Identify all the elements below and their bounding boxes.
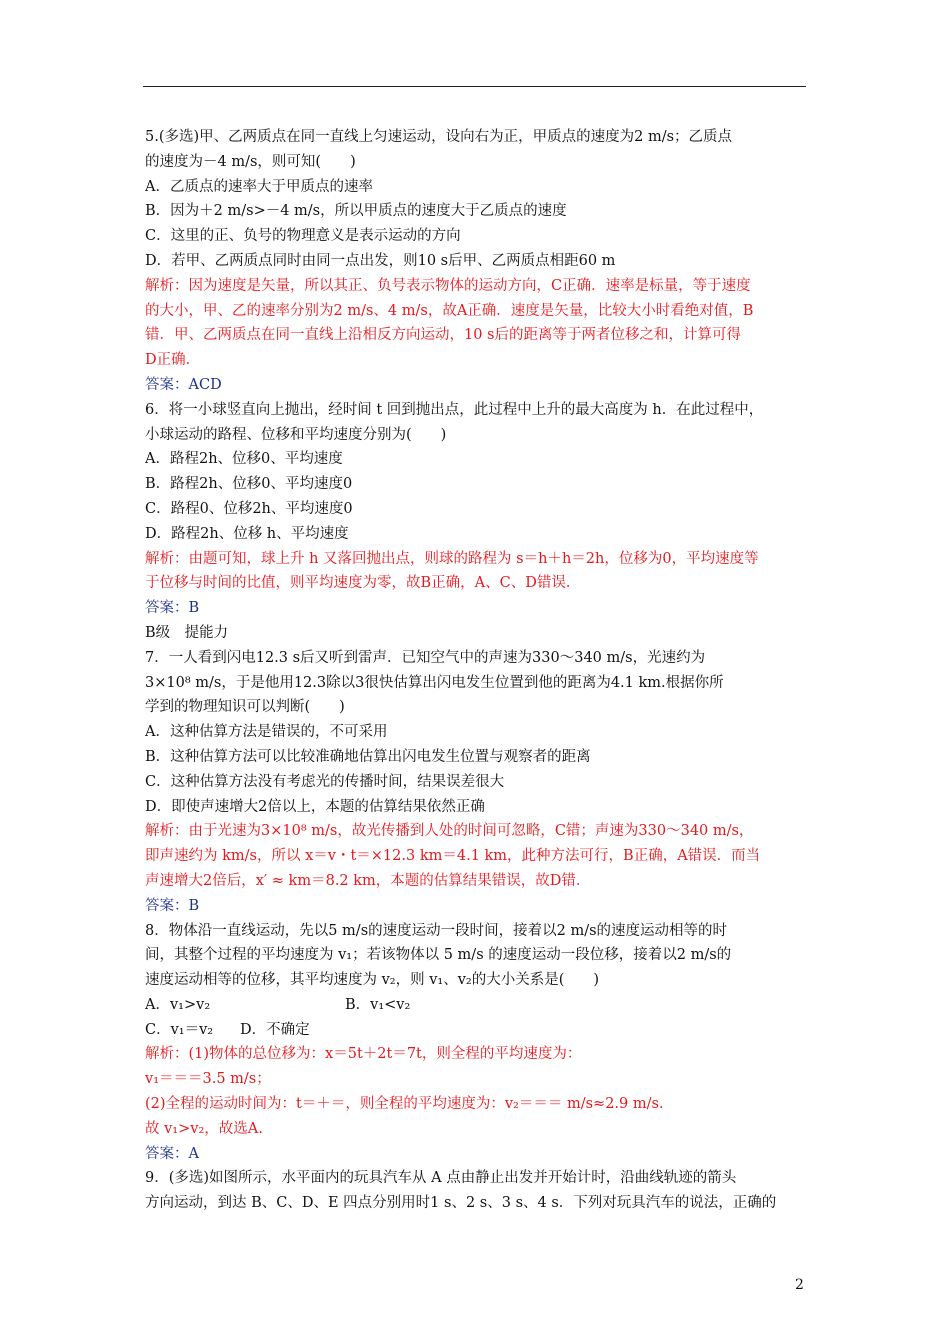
question-7 — [145, 646, 807, 919]
question-9 — [145, 1166, 807, 1216]
option-c: C．这里的正、负号的物理意义是表示运动的方向 — [145, 228, 461, 245]
option-c: C．这种估算方法没有考虑光的传播时间，结果误差很大 — [145, 773, 505, 790]
analysis-line: 解析：由于光速为3×10⁸ m/s，故光传播到人处的时间可忽略，C错；声速为330～340 m/s， — [145, 823, 754, 840]
options-row — [145, 1018, 807, 1043]
question-stem-line: 9．(多选)如图所示，水平面内的玩具汽车从 A 点由静止出发并开始计时，沿曲线轨迹的箭头 — [145, 1170, 737, 1187]
option-b: B．这种估算方法可以比较准确地估算出闪电发生位置与观察者的距离 — [145, 748, 591, 765]
analysis-line: 解析：因为速度是矢量，所以其正、负号表示物体的运动方向，C正确．速率是标量，等于速度 — [145, 277, 751, 294]
answer-line: 答案：ACD — [145, 376, 222, 393]
option-d: D．即使声速增大2倍以上，本题的估算结果依然正确 — [145, 798, 485, 815]
analysis-line: v₁＝＝＝3.5 m/s； — [145, 1071, 271, 1088]
question-stem-line: 间，其整个过程的平均速度为 v₁；若该物体以 5 m/s 的速度运动一段位移，接着以2 m/s的 — [145, 947, 732, 964]
analysis-line: 声速增大2倍后，x′ ≈ km＝8.2 km，本题的估算结果错误，故D错． — [145, 872, 591, 889]
option-a: A．路程2h、位移0、平均速度 — [145, 451, 343, 468]
analysis-line: 故 v₁>v₂，故选A. — [145, 1120, 263, 1137]
header-rule — [143, 86, 806, 87]
analysis-line: 错．甲、乙两质点在同一直线上沿相反方向运动，10 s后的距离等于两者位移之和，计算可得 — [145, 327, 741, 344]
analysis-line: D正确． — [145, 352, 201, 369]
question-stem-line: 3×10⁸ m/s，于是他用12.3除以3很快估算出闪电发生位置到他的距离为4.1 km.根据你所 — [145, 674, 724, 691]
option-d: D．若甲、乙两质点同时由同一点出发，则10 s后甲、乙两质点相距60 m — [145, 252, 616, 269]
document-body — [145, 125, 807, 1216]
question-6 — [145, 398, 807, 621]
option-a: A．v₁>v₂ — [145, 996, 211, 1013]
section-heading: B级 提能力 — [145, 624, 229, 641]
question-8 — [145, 919, 807, 1167]
option-d: D．不确定 — [240, 1021, 310, 1038]
question-stem-line: 6．将一小球竖直向上抛出，经时间 t 回到抛出点，此过程中上升的最大高度为 h．在此过程中， — [145, 401, 764, 418]
question-stem-line: 7．一人看到闪电12.3 s后又听到雷声．已知空气中的声速为330～340 m/s，光速约为 — [145, 649, 706, 666]
option-c: C．v₁＝v₂ — [145, 1021, 214, 1038]
analysis-line: 解析：由题可知，球上升 h 又落回抛出点，则球的路程为 s＝h＋h＝2h，位移为0，平均速度等 — [145, 550, 759, 567]
question-stem-line: 的速度为－4 m/s，则可知( ) — [145, 153, 356, 170]
analysis-line: 于位移与时间的比值，则平均速度为零，故B正确，A、C、D错误． — [145, 575, 581, 592]
option-d: D．路程2h、位移 h、平均速度 — [145, 525, 349, 542]
question-stem-line: 5.(多选)甲、乙两质点在同一直线上匀速运动，设向右为正，甲质点的速度为2 m/s；乙质点 — [145, 129, 733, 145]
answer-line: 答案：A — [145, 1145, 199, 1162]
question-stem-line: 学到的物理知识可以判断( ) — [145, 699, 345, 716]
answer-line: 答案：B — [145, 897, 200, 914]
question-stem-line: 速度运动相等的位移，其平均速度为 v₂，则 v₁、v₂的大小关系是( ) — [145, 972, 600, 989]
question-stem-line: 方向运动，到达 B、C、D、E 四点分别用时1 s、2 s、3 s、4 s．下列对玩具汽车的说法，正确的 — [145, 1195, 777, 1212]
option-a: A．这种估算方法是错误的，不可采用 — [145, 724, 388, 741]
analysis-line: 解析：(1)物体的总位移为：x＝5t＋2t＝7t，则全程的平均速度为： — [145, 1046, 582, 1063]
page-number: 2 — [795, 1277, 804, 1293]
option-b: B．路程2h、位移0、平均速度0 — [145, 476, 353, 493]
analysis-line: 的大小，甲、乙的速率分别为2 m/s、4 m/s，故A正确．速度是矢量，比较大小时看绝对值，B — [145, 302, 754, 319]
option-a: A．乙质点的速率大于甲质点的速率 — [145, 178, 373, 195]
question-stem-line: 8．物体沿一直线运动，先以5 m/s的速度运动一段时间，接着以2 m/s的速度运动相等的时 — [145, 922, 728, 939]
analysis-line: (2)全程的运动时间为：t＝＋＝，则全程的平均速度为：v₂＝＝＝ m/s≈2.9 m/s. — [145, 1096, 664, 1113]
analysis-line: 即声速约为 km/s，所以 x＝v・t＝×12.3 km＝4.1 km，此种方法可行，B正确，A错误．而当 — [145, 848, 761, 865]
options-row — [145, 993, 807, 1018]
option-c: C．路程0、位移2h、平均速度0 — [145, 500, 353, 517]
option-b: B．因为＋2 m/s>－4 m/s，所以甲质点的速度大于乙质点的速度 — [145, 203, 567, 220]
question-stem-line: 小球运动的路程、位移和平均速度分别为( ) — [145, 426, 447, 443]
answer-line: 答案：B — [145, 600, 200, 617]
option-b: B．v₁<v₂ — [345, 996, 411, 1013]
question-5 — [145, 125, 807, 398]
